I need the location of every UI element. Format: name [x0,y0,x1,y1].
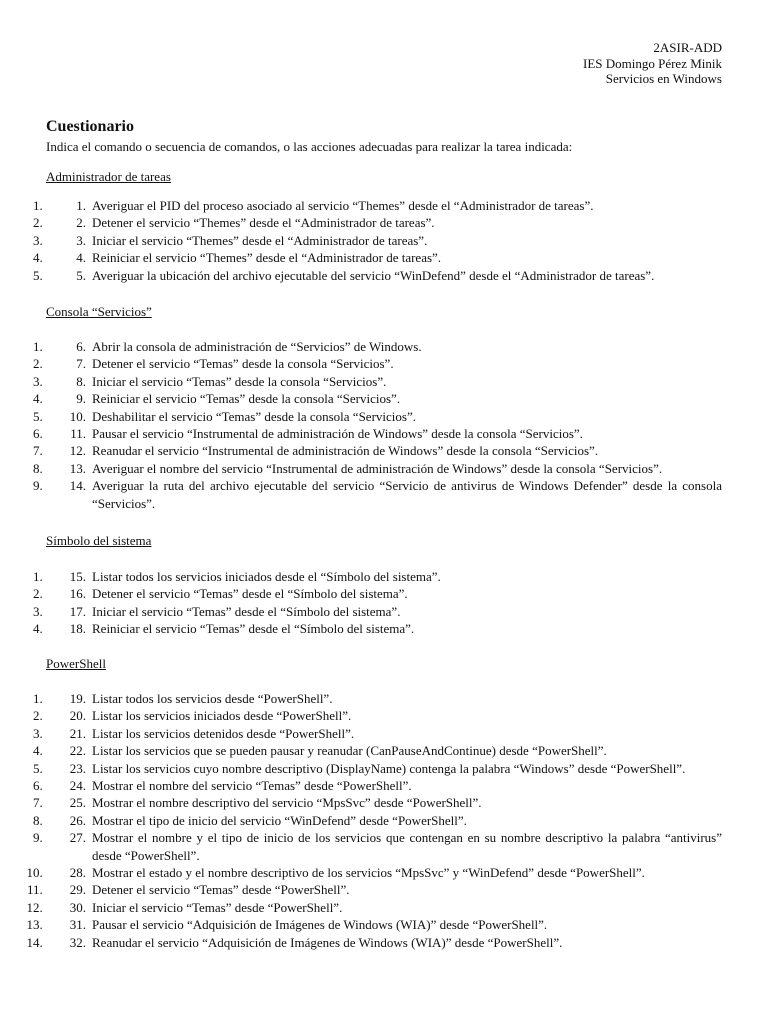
question-text: Mostrar el estado y el nombre descriptivo de los servicios “MpsSvc” y “WinDefend” desde “PowerShell”. [92,865,645,881]
question-list-services-console [46,338,722,512]
school-name: IES Domingo Pérez Minik [582,55,722,71]
question-text: Reanudar el servicio “Adquisición de Imágenes de Windows (WIA)” desde “PowerShell”. [92,934,563,950]
question-item [46,742,722,759]
question-item [46,620,722,637]
question-list-powershell [46,690,722,951]
question-text: Detener el servicio “Temas” desde el “Símbolo del sistema”. [92,586,408,602]
question-number: 9. 14. [69,478,86,494]
question-text: Detener el servicio “Temas” desde “PowerShell”. [92,882,350,898]
question-text: Iniciar el servicio “Temas” desde el “Símbolo del sistema”. [92,603,401,619]
question-number: 9. 27. [69,830,86,846]
question-text: Averiguar el nombre del servicio “Instrumental de administración de Windows” desde la consola “Servicios”. [92,460,663,476]
question-text: Mostrar el nombre del servicio “Temas” desde “PowerShell”. [92,778,412,794]
question-number: 3. 17. [69,603,86,619]
question-text: Averiguar la ruta del archivo ejecutable del servicio “Servicio de antivirus de Windows Defender” desde la consola “Servicios”. [92,478,722,511]
question-text: Iniciar el servicio “Temas” desde “PowerShell”. [92,899,343,915]
question-item [46,267,722,284]
question-item [46,232,722,249]
question-item [46,794,722,811]
question-item [46,777,722,794]
question-number: 6. 11. [70,426,86,442]
question-text: Mostrar el nombre descriptivo del servicio “MpsSvc” desde “PowerShell”. [92,795,482,811]
question-item [46,390,722,407]
question-item [46,355,722,372]
question-number: 1. 6. [76,339,86,354]
question-text: Iniciar el servicio “Temas” desde la consola “Servicios”. [92,373,387,389]
question-number: 2. 2. [76,215,86,231]
question-number: 3. 8. [76,373,86,389]
question-text: Iniciar el servicio “Themes” desde el “Administrador de tareas”. [92,232,428,248]
question-text: Detener el servicio “Temas” desde la consola “Servicios”. [92,356,394,372]
question-number: 4. 18. [69,621,86,637]
question-number: 4. 4. [76,250,86,266]
question-number: 13. 31. [69,917,86,933]
section-title-task-manager: Administrador de tareas [46,169,171,184]
question-item [46,916,722,933]
question-item [46,690,722,707]
question-text: Averiguar el PID del proceso asociado al servicio “Themes” desde el “Administrador de tareas”. [92,198,594,213]
question-number: 1. 19. [69,691,86,706]
question-item [46,829,722,864]
question-text: Pausar el servicio “Adquisición de Imágenes de Windows (WIA)” desde “PowerShell”. [92,917,548,933]
question-number: 14. 32. [69,934,86,950]
question-item [46,812,722,829]
document-subject: Servicios en Windows [605,71,722,86]
question-item [46,760,722,777]
question-item [46,442,722,459]
question-item [46,425,722,442]
question-number: 7. 12. [69,443,86,459]
question-text: Deshabilitar el servicio “Temas” desde la consola “Servicios”. [92,408,416,424]
question-number: 1. 15. [69,569,86,584]
question-item [46,477,722,512]
question-number: 3. 3. [76,232,86,248]
question-text: Detener el servicio “Themes” desde el “Administrador de tareas”. [92,215,435,231]
question-number: 4. 22. [69,743,86,759]
question-text: Listar los servicios detenidos desde “PowerShell”. [92,725,355,741]
question-item [46,214,722,231]
question-item [46,725,722,742]
question-item [46,568,722,585]
question-text: Listar los servicios que se pueden pausar y reanudar (CanPauseAndContinue) desde “PowerShell”. [92,743,607,759]
question-number: 5. 10. [69,408,86,424]
question-text: Listar todos los servicios desde “PowerShell”. [92,691,333,706]
question-text: Averiguar la ubicación del archivo ejecutable del servicio “WinDefend” desde el “Administrador de tareas”. [92,267,655,283]
question-text: Reiniciar el servicio “Temas” desde el “Símbolo del sistema”. [92,621,415,637]
question-text: Reiniciar el servicio “Temas” desde la consola “Servicios”. [92,391,401,407]
question-number: 8. 26. [69,812,86,828]
question-item [46,585,722,602]
question-number: 2. 16. [69,586,86,602]
course-code: 2ASIR-ADD [653,40,722,55]
question-number: 3. 21. [69,725,86,741]
question-item [46,338,722,355]
question-item [46,707,722,724]
question-text: Mostrar el tipo de inicio del servicio “WinDefend” desde “PowerShell”. [92,812,467,828]
question-text: Listar todos los servicios iniciados desde el “Símbolo del sistema”. [92,569,441,584]
page-title: Cuestionario [46,118,134,135]
question-text: Pausar el servicio “Instrumental de administración de Windows” desde la consola “Servicios”. [92,426,583,442]
question-item [46,373,722,390]
question-number: 4. 9. [76,391,86,407]
question-list-task-manager [46,197,722,284]
question-item [46,864,722,881]
question-number: 5. 5. [76,267,86,283]
question-text: Abrir la consola de administración de “Servicios” de Windows. [92,339,422,354]
question-text: Listar los servicios cuyo nombre descriptivo (DisplayName) contenga la palabra “Windows” desde “PowerShell”. [92,760,686,776]
question-item [46,934,722,951]
question-number: 10. 28. [69,865,86,881]
intro-text: Indica el comando o secuencia de comandos, o las acciones adecuadas para realizar la tarea indicada: [46,139,573,154]
question-number: 8. 13. [69,460,86,476]
question-text: Mostrar el nombre y el tipo de inicio de los servicios que contengan en su nombre descriptivo la palabra “antivirus” desde “PowerShell”. [92,830,722,863]
section-title-services-console: Consola “Servicios” [46,304,152,319]
question-number: 2. 7. [76,356,86,372]
question-item [46,603,722,620]
question-text: Reiniciar el servicio “Themes” desde el “Administrador de tareas”. [92,250,442,266]
question-number: 11. 29. [69,882,86,898]
question-text: Listar los servicios iniciados desde “PowerShell”. [92,708,352,724]
question-number: 6. 24. [69,778,86,794]
question-text: Reanudar el servicio “Instrumental de administración de Windows” desde la consola “Servicios”. [92,443,599,459]
document-header [583,40,722,87]
section-title-command-prompt: Símbolo del sistema [46,533,152,548]
section-title-powershell: PowerShell [46,656,106,671]
question-item [46,249,722,266]
question-item [46,460,722,477]
question-number: 12. 30. [69,899,86,915]
question-number: 1. 1. [76,198,86,213]
question-number: 2. 20. [69,708,86,724]
question-list-command-prompt [46,568,722,638]
question-item [46,881,722,898]
question-item [46,408,722,425]
question-number: 5. 23. [69,760,86,776]
question-item [46,899,722,916]
question-number: 7. 25. [69,795,86,811]
question-item [46,197,722,214]
